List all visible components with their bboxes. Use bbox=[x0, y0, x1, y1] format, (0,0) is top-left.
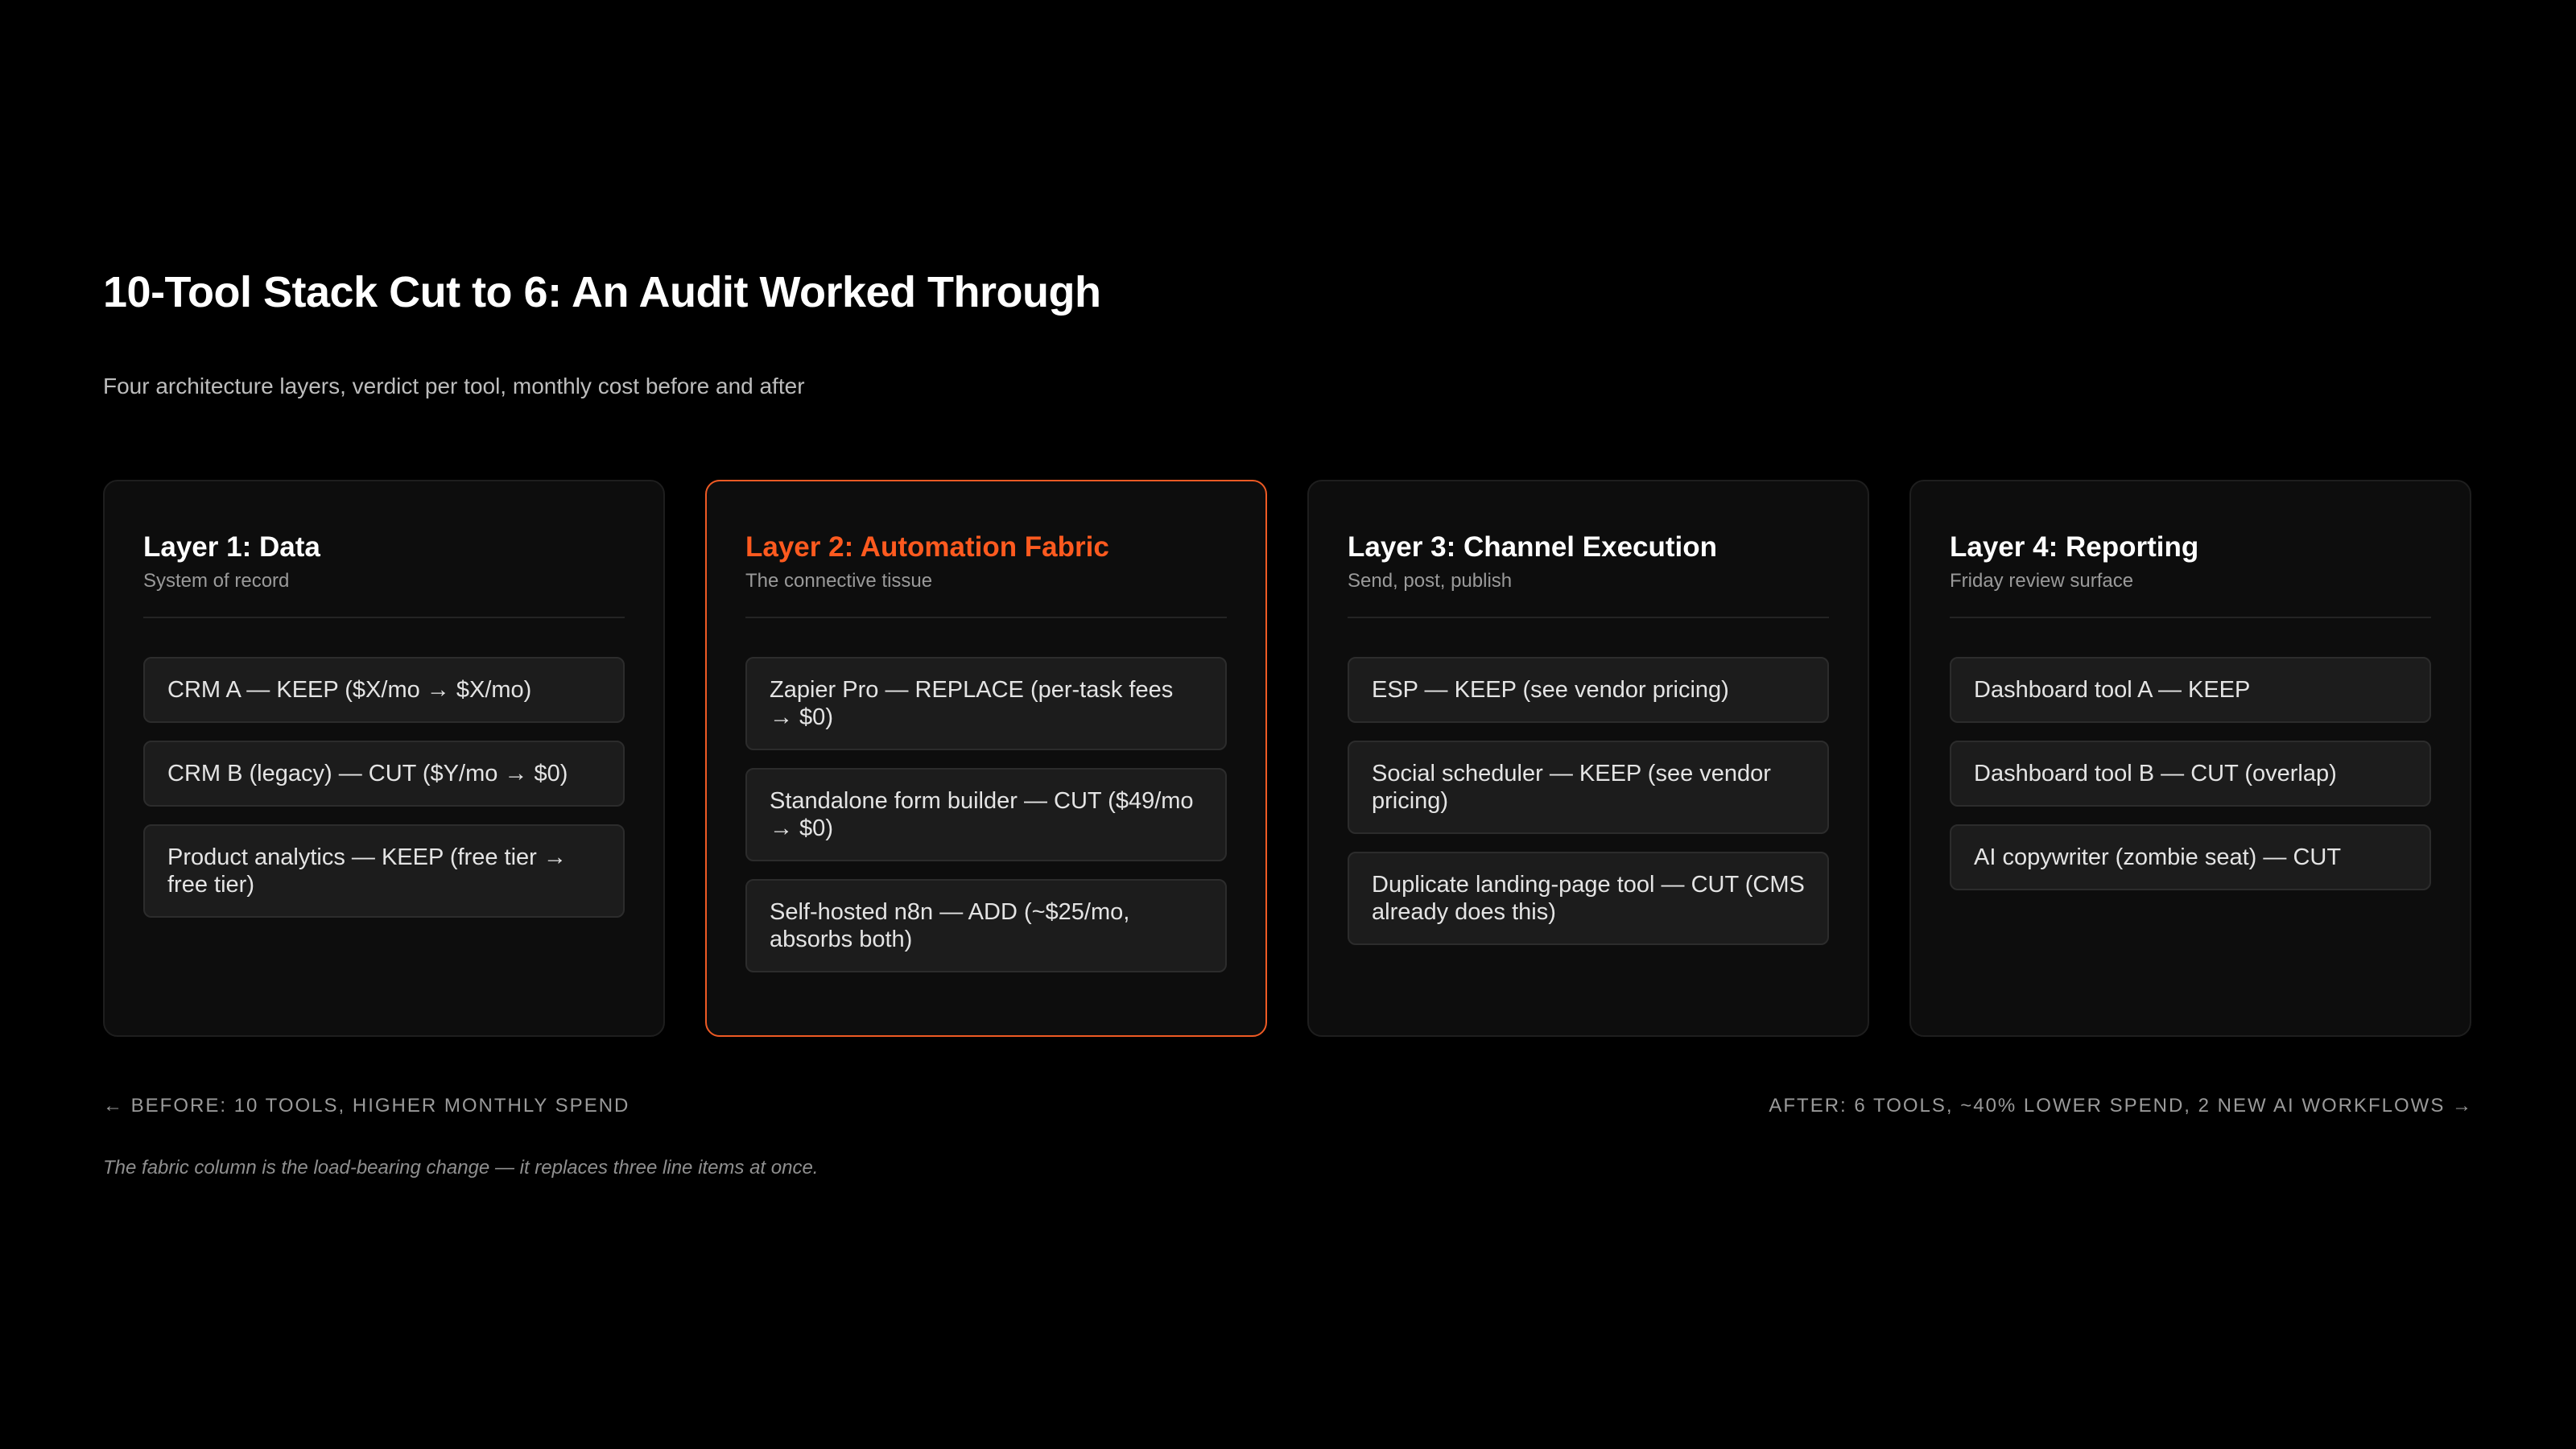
audit-slide bbox=[103, 0, 2473, 1449]
tool-card: Duplicate landing-page tool — CUT (CMS already does this) bbox=[1348, 852, 1829, 945]
tool-card: Standalone form builder — CUT ($49/mo → $0) bbox=[745, 768, 1227, 861]
tool-card: Zapier Pro — REPLACE (per-task fees → $0) bbox=[745, 657, 1227, 750]
layer-divider bbox=[143, 617, 625, 618]
layer-title: Layer 3: Channel Execution bbox=[1348, 531, 1718, 563]
tool-card: ESP — KEEP (see vendor pricing) bbox=[1348, 657, 1829, 723]
layer-subtitle: Friday review surface bbox=[1950, 570, 2134, 592]
footnote: The fabric column is the load-bearing change — it replaces three line items at once. bbox=[103, 1157, 819, 1179]
layer-title: Layer 4: Reporting bbox=[1950, 531, 2199, 563]
layer-subtitle: The connective tissue bbox=[745, 570, 933, 592]
layer-divider bbox=[745, 617, 1227, 618]
tool-card: Product analytics — KEEP (free tier → free tier) bbox=[143, 824, 625, 918]
layer-column-data bbox=[103, 480, 665, 1037]
layer-divider bbox=[1348, 617, 1829, 618]
tool-card: CRM B (legacy) — CUT ($Y/mo → $0) bbox=[143, 741, 625, 807]
layer-title: Layer 2: Automation Fabric bbox=[745, 531, 1109, 563]
tool-card: Social scheduler — KEEP (see vendor pricing) bbox=[1348, 741, 1829, 834]
tool-card: AI copywriter (zombie seat) — CUT bbox=[1950, 824, 2431, 890]
before-caption: ← BEFORE: 10 TOOLS, HIGHER MONTHLY SPEND bbox=[103, 1095, 630, 1117]
tool-card: CRM A — KEEP ($X/mo → $X/mo) bbox=[143, 657, 625, 723]
tool-list bbox=[1348, 657, 1829, 945]
after-caption: AFTER: 6 TOOLS, ~40% LOWER SPEND, 2 NEW AI WORKFLOWS → bbox=[1769, 1095, 2473, 1117]
tool-list bbox=[143, 657, 625, 918]
page-subtitle: Four architecture layers, verdict per tool, monthly cost before and after bbox=[103, 374, 805, 398]
layer-title: Layer 1: Data bbox=[143, 531, 320, 563]
layer-column-automation-fabric bbox=[705, 480, 1267, 1037]
layer-subtitle: Send, post, publish bbox=[1348, 570, 1513, 592]
tool-list bbox=[1950, 657, 2431, 890]
tool-card: Self-hosted n8n — ADD (~$25/mo, absorbs both) bbox=[745, 879, 1227, 972]
tool-card: Dashboard tool B — CUT (overlap) bbox=[1950, 741, 2431, 807]
layer-subtitle: System of record bbox=[143, 570, 290, 592]
tool-list bbox=[745, 657, 1227, 972]
tool-card: Dashboard tool A — KEEP bbox=[1950, 657, 2431, 723]
page-title: 10-Tool Stack Cut to 6: An Audit Worked Through bbox=[103, 268, 1101, 316]
layer-column-channel-execution bbox=[1307, 480, 1869, 1037]
layer-column-reporting bbox=[1909, 480, 2471, 1037]
layer-columns bbox=[103, 480, 2473, 1037]
layer-divider bbox=[1950, 617, 2431, 618]
